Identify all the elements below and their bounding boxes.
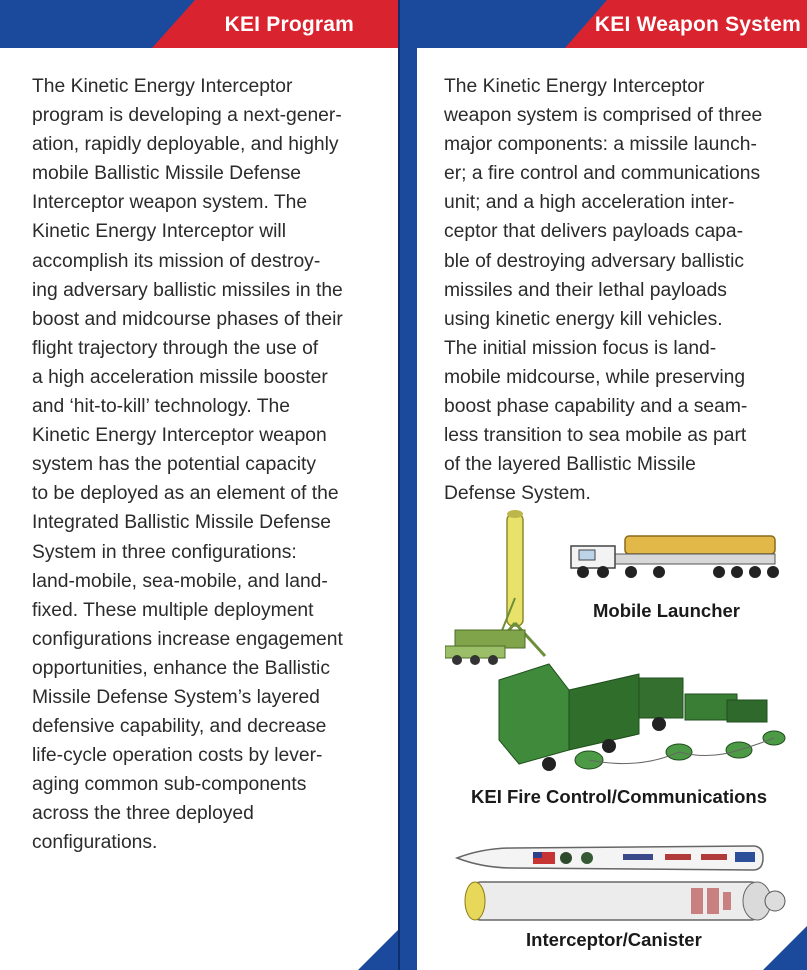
corner-fold-decoration xyxy=(358,930,398,970)
erected-launcher-illustration xyxy=(445,508,585,668)
corner-fold-decoration xyxy=(763,926,807,970)
kei-weapon-system-body xyxy=(444,72,794,508)
fire-control-vehicles-illustration xyxy=(489,660,789,778)
kei-weapon-system-text-line: weapon system is comprised of three xyxy=(444,105,763,127)
kei-program-text-line: mobile Ballistic Missile Defense xyxy=(32,163,301,185)
kei-program-text-line: The Kinetic Energy Interceptor xyxy=(32,76,293,97)
kei-weapon-system-text-line: ble of destroying adversary ballistic xyxy=(444,250,745,272)
kei-weapon-system-text-line: The initial mission focus is land- xyxy=(444,337,717,359)
kei-weapon-system-text-line: boost phase capability and a seam- xyxy=(444,396,748,418)
kei-weapon-system-text-line: Defense System. xyxy=(444,483,591,505)
kei-program-text-line: Integrated Ballistic Missile Defense xyxy=(32,512,331,534)
kei-program-text-line: Interceptor weapon system. The xyxy=(32,192,308,214)
kei-program-text-line: ation, rapidly deployable, and highly xyxy=(32,134,339,156)
kei-program-text-line: land-mobile, sea-mobile, and land- xyxy=(32,570,328,592)
kei-program-text-line: program is developing a next-gener- xyxy=(32,105,342,127)
kei-weapon-system-text-line: mobile midcourse, while preserving xyxy=(444,366,746,388)
kei-weapon-system-text-line: missiles and their lethal payloads xyxy=(444,279,727,301)
kei-program-text-line: and ‘hit-to-kill’ technology. The xyxy=(32,396,290,418)
kei-program-text-line: fixed. These multiple deployment xyxy=(32,599,314,621)
kei-program-text-line: accomplish its mission of destroy- xyxy=(32,250,321,272)
kei-program-text-line: Missile Defense System’s layered xyxy=(32,686,320,708)
kei-program-text-line: Kinetic Energy Interceptor weapon xyxy=(32,425,327,447)
mobile-launcher-truck-illustration xyxy=(569,530,781,582)
kei-program-text-line: across the three deployed xyxy=(32,803,254,825)
kei-program-text-line: ing adversary ballistic missiles in the xyxy=(32,279,343,301)
kei-weapon-system-text-line: less transition to sea mobile as part xyxy=(444,425,747,447)
kei-weapon-system-text-line: using kinetic energy kill vehicles. xyxy=(444,308,723,330)
kei-program-text-line: aging common sub-components xyxy=(32,774,307,796)
interceptor-illustration xyxy=(453,838,793,878)
kei-weapon-system-text-line: The Kinetic Energy Interceptor xyxy=(444,76,705,97)
kei-program-text-line: boost and midcourse phases of their xyxy=(32,308,343,330)
kei-program-text-line: a high acceleration missile booster xyxy=(32,366,328,388)
kei-weapon-system-panel xyxy=(417,0,807,970)
kei-program-text-line: system has the potential capacity xyxy=(32,454,317,476)
kei-weapon-system-text-line: major components: a missile launch- xyxy=(444,134,757,156)
kei-program-text-line: configurations increase engagement xyxy=(32,628,343,650)
kei-program-text-line: Kinetic Energy Interceptor will xyxy=(32,221,286,243)
kei-program-text-line: flight trajectory through the use of xyxy=(32,337,319,359)
kei-weapon-system-text-line: of the layered Ballistic Missile xyxy=(444,454,696,476)
kei-weapon-system-text-line: ceptor that delivers payloads capa- xyxy=(444,221,744,243)
canister-illustration xyxy=(461,878,801,928)
kei-program-text-line: System in three configurations: xyxy=(32,541,297,563)
kei-program-text-line: life-cycle operation costs by lever- xyxy=(32,745,323,767)
kei-program-text-line: opportunities, enhance the Ballistic xyxy=(32,657,330,679)
interceptor-canister-caption: Interceptor/Canister xyxy=(526,929,702,950)
kei-program-title: KEI Program xyxy=(224,13,354,36)
fire-control-caption: KEI Fire Control/Communications xyxy=(471,786,768,807)
kei-program-text-line: configurations. xyxy=(32,832,158,854)
kei-weapon-system-title: KEI Weapon System xyxy=(594,13,801,36)
kei-program-text-line: defensive capability, and decrease xyxy=(32,716,327,738)
kei-weapon-system-text-line: unit; and a high acceleration inter- xyxy=(444,192,735,214)
kei-weapon-system-text-line: er; a fire control and communications xyxy=(444,163,761,185)
kei-weapon-system-header xyxy=(417,0,807,48)
mobile-launcher-caption: Mobile Launcher xyxy=(593,600,740,621)
kei-program-body xyxy=(32,72,384,858)
kei-program-panel xyxy=(0,0,400,970)
kei-program-text-line: to be deployed as an element of the xyxy=(32,483,339,505)
kei-program-header xyxy=(0,0,398,48)
